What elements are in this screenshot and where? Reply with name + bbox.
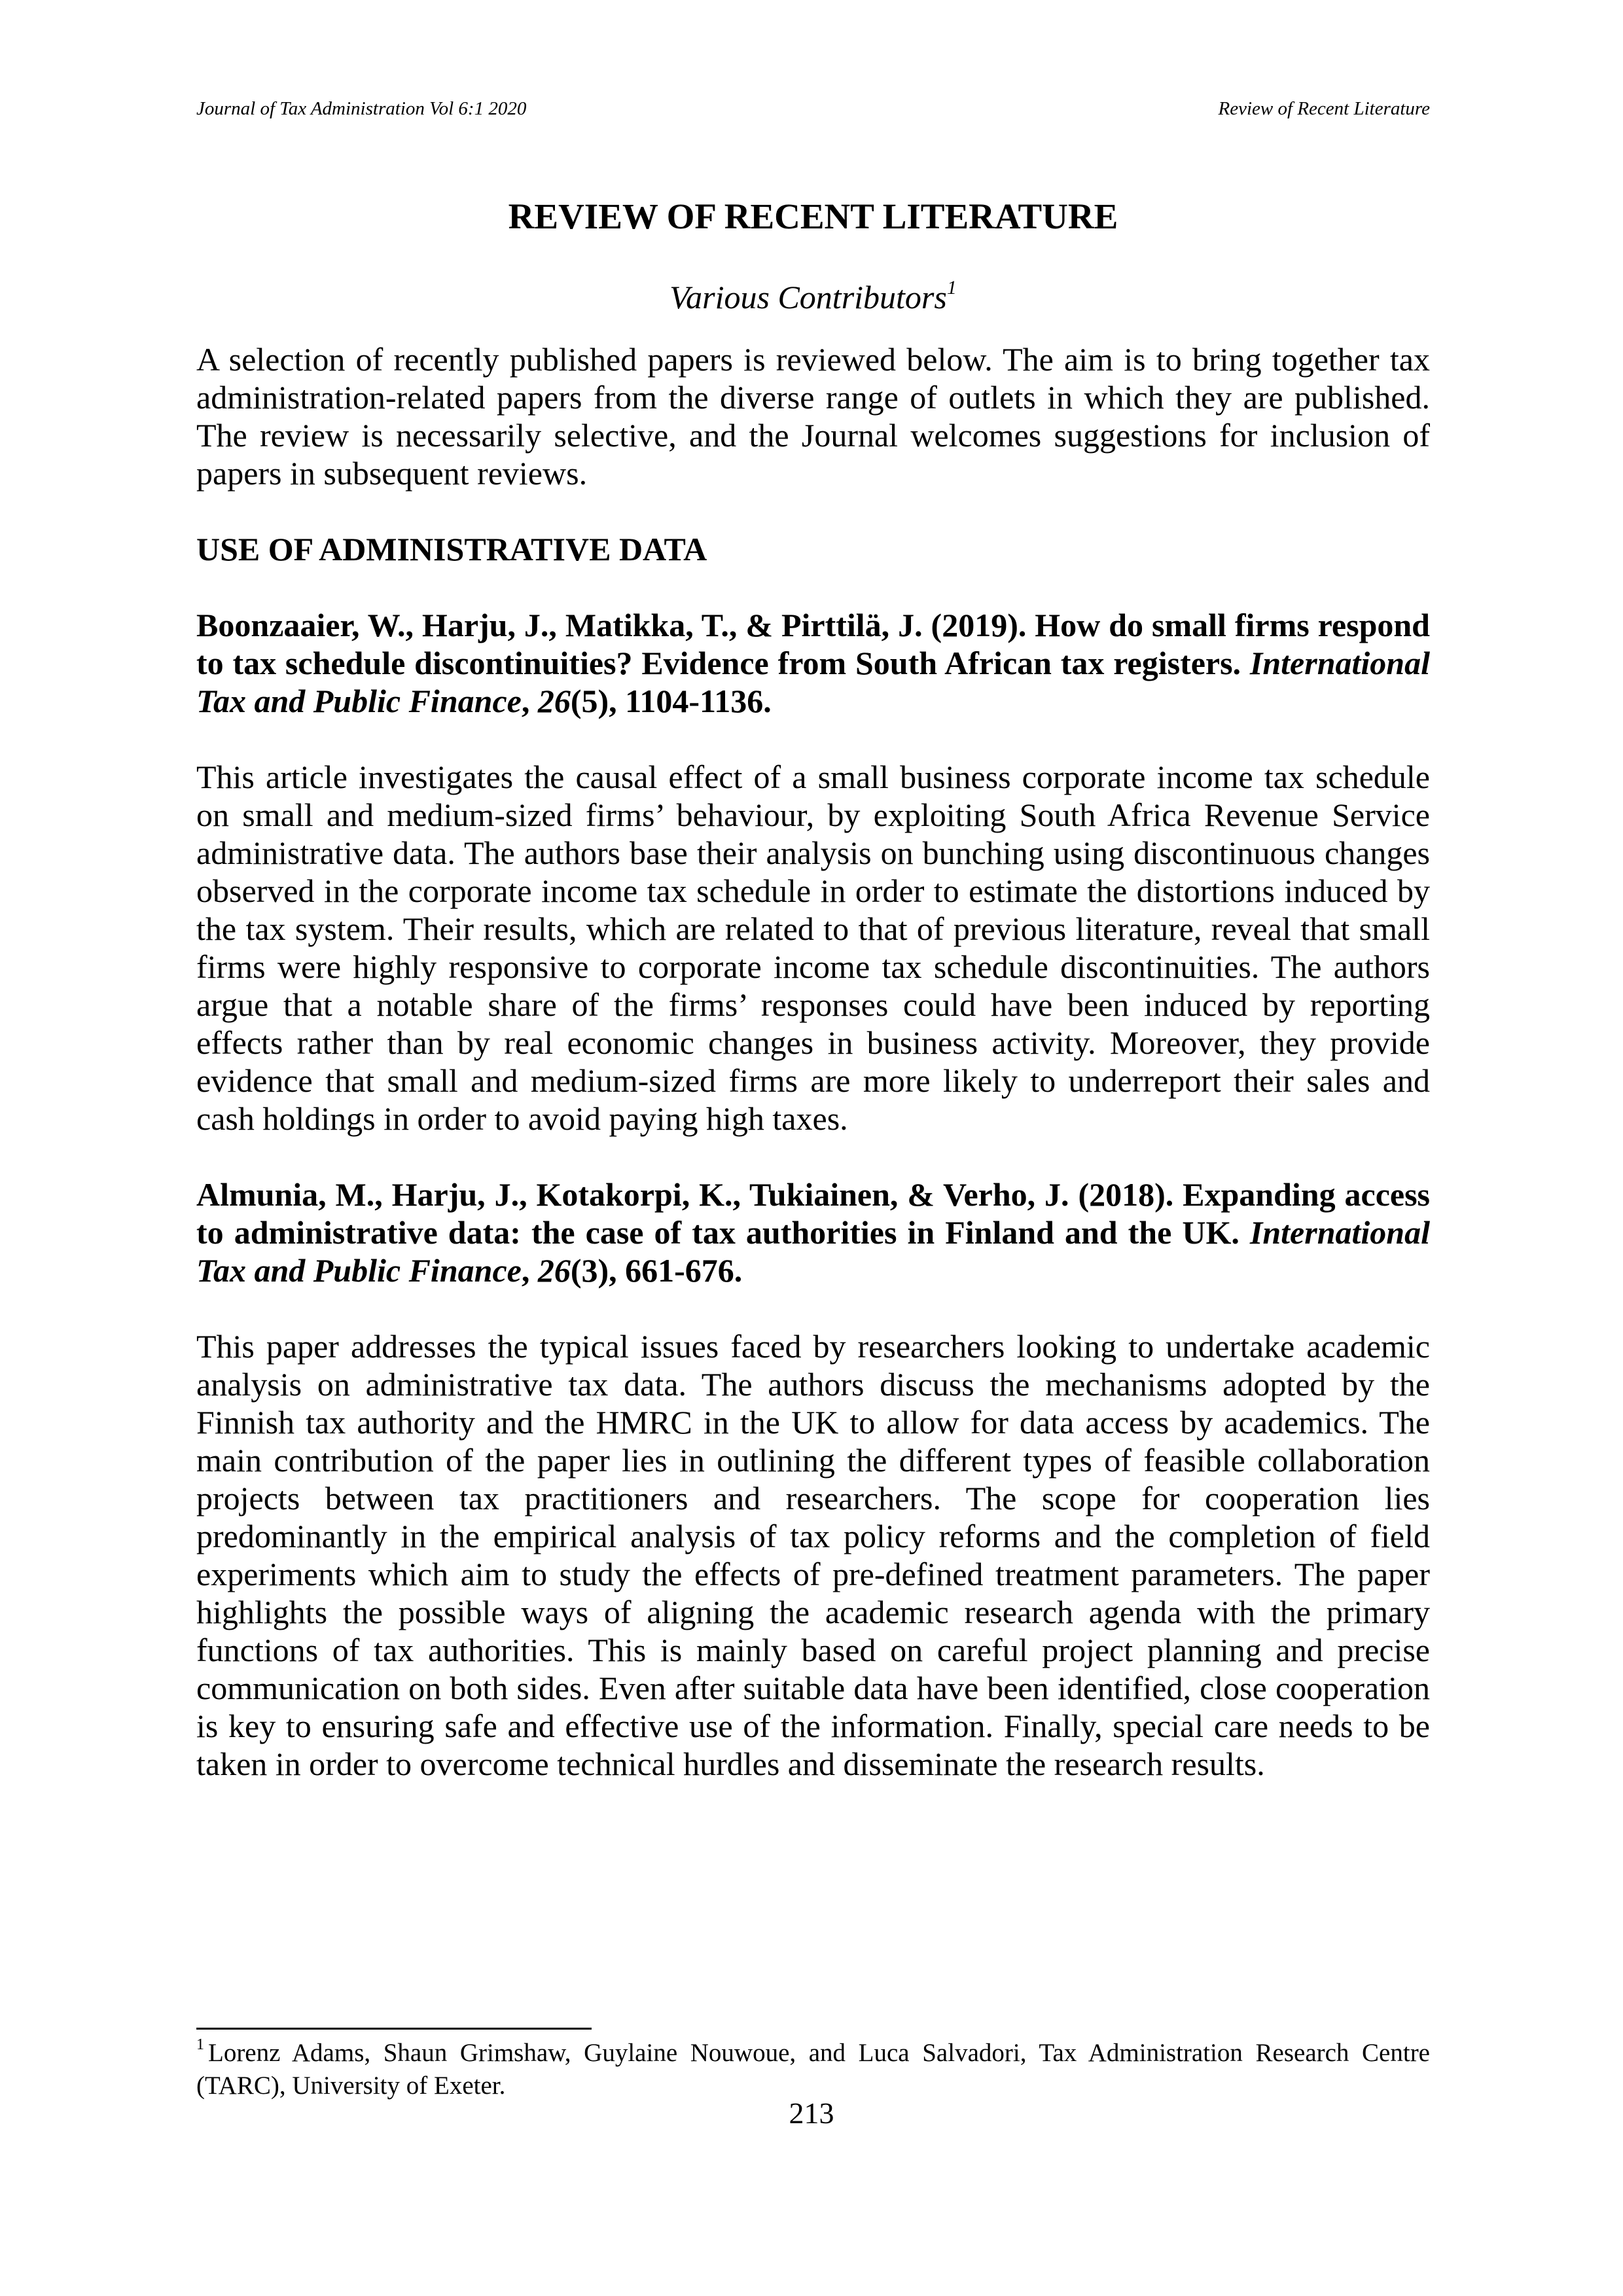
article-summary: This article investigates the causal effect of a small business corporate income tax schedule on small and medium-sized firms’ behaviour, by exploiting South Africa Revenue Service administrative data. The authors base their analysis on bunching using discontinuous changes observed in the corporate income tax schedule in order to estimate the distortions induced by the tax system. Their results, which are related to that of previous literature, reveal that small firms were highly responsive to corporate income tax schedule discontinuities. The authors argue that a notable share of the firms’ responses could have been induced by reporting effects rather than by real economic changes in business activity. Moreover, they provide evidence that small and medium-sized firms are more likely to underreport their sales and cash holdings in order to avoid paying high taxes. <box>196 759 1430 1137</box>
citation-volume: 26 <box>537 683 571 719</box>
citation-journal: International Tax and Public Finance <box>196 1214 1430 1289</box>
page-body <box>196 194 1430 1783</box>
intro-paragraph: A selection of recently published papers is reviewed below. The aim is to bring together tax administration-related papers from the diverse range of outlets in which they are published. The review is necessarily selective, and the Journal welcomes suggestions for inclusion of papers in subsequent reviews. <box>196 341 1430 492</box>
citation-volume: 26 <box>537 1252 571 1289</box>
footnote-marker: 1 <box>196 2036 204 2053</box>
citation-issue-pages: (3), 661-676. <box>570 1252 743 1289</box>
footnote-ref: 1 <box>946 277 957 299</box>
article-summary: This paper addresses the typical issues faced by researchers looking to undertake academic analysis on administrative tax data. The authors discuss the mechanisms adopted by the Finnish tax authority and the HMRC in the UK to allow for data access by academics. The main contribution of the paper lies in outlining the different types of feasible collaboration projects between tax practitioners and researchers. The scope for cooperation lies predominantly in the empirical analysis of tax policy reforms and the completion of field experiments which aim to study the effects of pre-defined treatment parameters. The paper highlights the possible ways of aligning the academic research agenda with the primary functions of tax authorities. This is mainly based on careful project planning and precise communication on both sides. Even after suitable data have been identified, close cooperation is key to ensuring safe and effective use of the information. Finally, special care needs to be taken in order to overcome technical hurdles and disseminate the research results. <box>196 1328 1430 1782</box>
journal-title: Journal of Tax Administration Vol 6:1 2020 <box>196 98 527 119</box>
footnote-divider <box>196 2028 592 2030</box>
citation-journal: International Tax and Public Finance <box>196 645 1430 719</box>
article-citation <box>196 606 1430 720</box>
page-number: 213 <box>789 2096 834 2130</box>
article-citation <box>196 1175 1430 1289</box>
section-title: Review of Recent Literature <box>1218 98 1430 119</box>
byline <box>196 278 1430 317</box>
citation-separator: , <box>521 683 538 719</box>
citation-separator: , <box>521 1252 538 1289</box>
citation-authors-title: Boonzaaier, W., Harju, J., Matikka, T., & Pirttilä, J. (2019). How do small firms respond to tax schedule discontinuities? Evidence from South African tax registers. <box>196 607 1430 681</box>
citation-issue-pages: (5), 1104-1136. <box>570 683 772 719</box>
page-title: REVIEW OF RECENT LITERATURE <box>508 196 1118 236</box>
section-heading: USE OF ADMINISTRATIVE DATA <box>196 531 707 567</box>
contributors-text: Various Contributors <box>669 279 947 315</box>
footnote <box>196 2037 1430 2102</box>
footnote-text: Lorenz Adams, Shaun Grimshaw, Guylaine Nouwoue, and Luca Salvadori, Tax Administration Research Centre (TARC), University of Exeter. <box>196 2039 1430 2100</box>
citation-authors-title: Almunia, M., Harju, J., Kotakorpi, K., Tukiainen, & Verho, J. (2018). Expanding access to administrative data: the case of tax authorities in Finland and the UK. <box>196 1176 1430 1251</box>
